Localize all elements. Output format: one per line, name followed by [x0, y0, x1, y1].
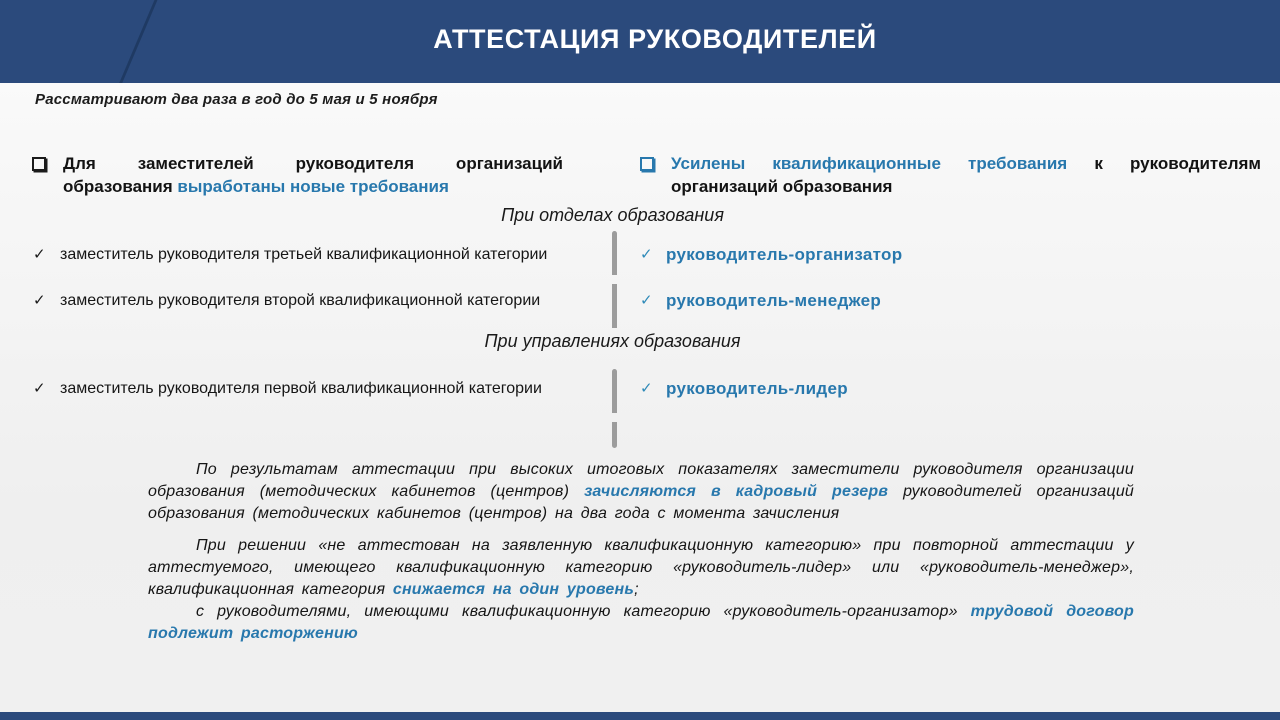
- category-label: руководитель-организатор: [666, 245, 903, 264]
- bullet-item-left: [32, 152, 563, 198]
- dashed-divider: [612, 231, 617, 331]
- square-bullet-icon: [640, 157, 654, 171]
- check-icon: ✓: [33, 292, 46, 309]
- list-item-left: [33, 289, 550, 312]
- check-icon: ✓: [640, 380, 653, 397]
- list-item-left: [33, 243, 550, 266]
- list-item-text: заместитель руководителя первой квалификационной категории: [60, 380, 542, 397]
- bullet-left-text: [63, 152, 563, 198]
- diagonal-accent-line: [115, 0, 160, 83]
- section-heading-administrations: При управлениях образования: [484, 331, 741, 351]
- title-bar: [0, 0, 1280, 83]
- bullet-right-text: [671, 152, 1261, 198]
- check-icon: ✓: [640, 246, 653, 263]
- footer-bar: [0, 712, 1280, 720]
- notes-block: [148, 459, 1134, 645]
- bullet-left-text-highlight: выработаны новые требования: [177, 177, 449, 196]
- bullet-right-text-black: к руководителям организаций образования: [671, 154, 1262, 196]
- list-item-left: [33, 377, 550, 400]
- list-item-text: заместитель руководителя третьей квалификационной категории: [60, 246, 548, 263]
- bullet-left-text-black: Для заместителей руководителя организаций образования: [63, 154, 563, 196]
- subtitle: Рассматривают два раза в год до 5 мая и 5 ноября: [35, 91, 438, 108]
- list-item-right: [640, 377, 848, 400]
- note-highlight: трудовой договор подлежит расторжению: [148, 603, 1135, 642]
- note-paragraph: [148, 601, 1134, 645]
- note-text: По результатам аттестации при высоких итоговых показателях заместители руководителя организации образования (методических кабинетов (центров): [148, 461, 1134, 500]
- note-highlight: снижается на один уровень: [392, 581, 635, 598]
- category-label: руководитель-менеджер: [666, 291, 882, 310]
- note-paragraph: [148, 459, 1134, 525]
- check-icon: ✓: [640, 292, 653, 309]
- note-text: ;: [634, 581, 639, 598]
- square-bullet-icon: [32, 157, 46, 171]
- section-heading-departments: При отделах образования: [501, 205, 724, 225]
- note-text: руководителей организаций образования (методических кабинетов (центров) на два года с момента зачисления: [148, 483, 1135, 522]
- list-item-right: [640, 243, 902, 266]
- category-label: руководитель-лидер: [666, 379, 848, 398]
- bullet-right-text-highlight: Усилены квалификационные требования: [671, 154, 1095, 173]
- check-icon: ✓: [33, 380, 46, 397]
- bullet-item-right: [640, 152, 1261, 198]
- dashed-divider: [612, 369, 617, 448]
- note-text: с руководителями, имеющими квалификационную категорию «руководитель-организатор»: [196, 603, 971, 620]
- check-icon: ✓: [33, 246, 46, 263]
- note-highlight: зачисляются в кадровый резерв: [584, 483, 889, 500]
- list-item-text: заместитель руководителя второй квалификационной категории: [60, 292, 541, 309]
- note-paragraph: [148, 535, 1134, 601]
- slide-title: АТТЕСТАЦИЯ РУКОВОДИТЕЛЕЙ: [433, 24, 877, 54]
- list-item-right: [640, 289, 881, 312]
- note-text: При решении «не аттестован на заявленную квалификационную категорию» при повторной аттестации у аттестуемого, имеющего квалификационную категорию «руководитель-лидер» или «руководитель-менеджер», квалификационная категория: [148, 537, 1134, 598]
